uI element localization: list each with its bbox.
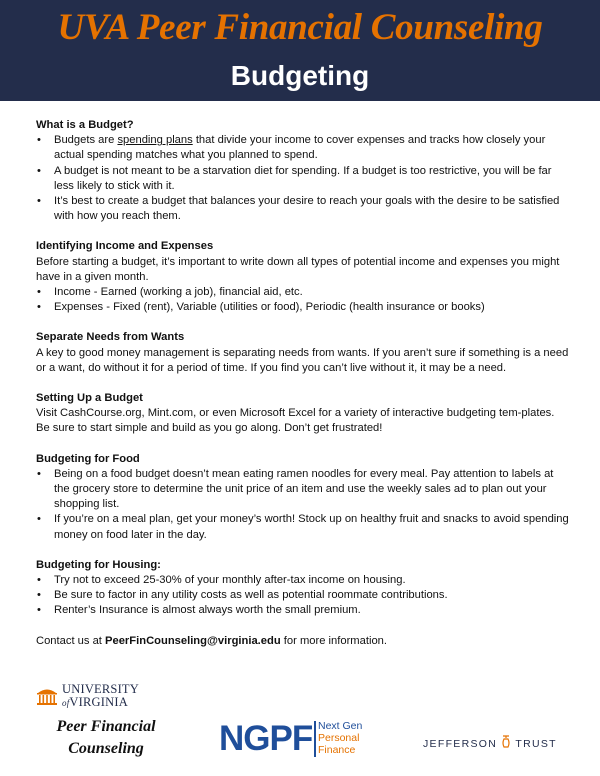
section-heading: Budgeting for Food bbox=[36, 452, 140, 465]
section-housing bbox=[36, 558, 570, 619]
bullet-text: Being on a food budget doesn’t mean eating ramen noodles for every meal. Pay attention to labels at the grocery store to determine the unit price of an item and use the weekly sales ad to plan out your shopping list. bbox=[54, 467, 554, 511]
header-banner bbox=[0, 0, 600, 101]
ngpf-logo bbox=[219, 719, 369, 759]
section-intro: A key to good money management is separating needs from wants. If you aren’t sure if something is a need or a want, do without it for a period of time. If you find you can’t live without it, it may be a need. bbox=[36, 346, 569, 374]
section-what-is-budget bbox=[36, 118, 570, 224]
list-item bbox=[36, 194, 570, 224]
uva-wordmark bbox=[62, 683, 139, 709]
vase-icon bbox=[501, 735, 511, 749]
jt-left: JEFFERSON bbox=[423, 738, 498, 750]
bullet-icon: • bbox=[37, 134, 41, 147]
jt-right: TRUST bbox=[515, 738, 557, 750]
contact-suffix: for more information. bbox=[280, 634, 387, 647]
jefferson-trust-wordmark bbox=[423, 735, 557, 751]
spending-plans-term: spending plans bbox=[117, 134, 193, 147]
section-heading: Setting Up a Budget bbox=[36, 392, 143, 405]
list-item bbox=[36, 588, 570, 603]
ngpf-line2: Personal bbox=[318, 732, 360, 744]
list-item bbox=[36, 603, 570, 618]
bullet-list bbox=[36, 573, 570, 619]
section-heading: What is a Budget? bbox=[36, 119, 134, 131]
uva-logo bbox=[36, 683, 146, 709]
bullet-text: Income - Earned (working a job), financial aid, etc. bbox=[54, 286, 303, 299]
section-food bbox=[36, 452, 570, 543]
ngpf-subtitle bbox=[318, 720, 362, 756]
list-item bbox=[36, 467, 570, 513]
org-title: UVA Peer Financial Counseling bbox=[57, 7, 543, 48]
bullet-icon: • bbox=[37, 513, 41, 526]
section-intro: Visit CashCourse.org, Mint.com, or even Microsoft Excel for a variety of interactive budgeting tem-plates. Be sure to start simple and build as you go along. Don’t get frustrated! bbox=[36, 407, 555, 435]
document-body bbox=[36, 118, 570, 649]
bullet-icon: • bbox=[37, 164, 41, 177]
bullet-icon: • bbox=[37, 604, 41, 617]
list-item bbox=[36, 512, 570, 542]
section-heading: Budgeting for Housing: bbox=[36, 558, 161, 571]
section-intro: Before starting a budget, it’s important to write down all types of potential income and expenses you might have in a given month. bbox=[36, 255, 560, 283]
ngpf-acronym: NGPF bbox=[219, 719, 313, 758]
bullet-text-pre: Budgets are bbox=[54, 134, 118, 147]
jefferson-trust-logo bbox=[423, 732, 568, 752]
bullet-list bbox=[36, 467, 570, 543]
list-item bbox=[36, 300, 570, 315]
contact-prefix: Contact us at bbox=[36, 634, 106, 647]
bullet-icon: • bbox=[37, 301, 41, 314]
uva-line1: UNIVERSITY bbox=[62, 682, 139, 696]
section-income-expenses bbox=[36, 239, 570, 315]
section-needs-wants bbox=[36, 330, 570, 376]
bullet-list bbox=[36, 285, 570, 315]
bullet-icon: • bbox=[37, 574, 41, 587]
bullet-text: Be sure to factor in any utility costs as well as potential roommate contributions. bbox=[54, 589, 448, 602]
bullet-text: Renter’s Insurance is almost always worth the small premium. bbox=[54, 604, 361, 617]
rotunda-icon bbox=[36, 685, 58, 705]
ngpf-line3: Finance bbox=[318, 744, 356, 756]
list-item bbox=[36, 133, 570, 163]
pfc-line1: Peer Financial bbox=[56, 718, 156, 735]
bullet-icon: • bbox=[37, 589, 41, 602]
pfc-line2: Counseling bbox=[68, 740, 144, 757]
bullet-list bbox=[36, 133, 570, 224]
contact-email[interactable]: PeerFinCounseling@virginia.edu bbox=[105, 634, 281, 647]
pfc-wordmark bbox=[36, 716, 176, 760]
list-item bbox=[36, 285, 570, 300]
bullet-icon: • bbox=[37, 195, 41, 208]
ngpf-line1: Next Gen bbox=[318, 720, 363, 732]
contact-line bbox=[36, 634, 570, 649]
section-setting-up bbox=[36, 391, 570, 437]
bullet-text: Try not to exceed 25-30% of your monthly after-tax income on housing. bbox=[54, 574, 406, 587]
bullet-text: Expenses - Fixed (rent), Variable (utilities or food), Periodic (health insurance or books) bbox=[54, 301, 485, 314]
list-item bbox=[36, 164, 570, 194]
uva-line2: VIRGINIA bbox=[69, 695, 128, 709]
section-heading: Identifying Income and Expenses bbox=[36, 240, 214, 253]
bullet-text: A budget is not meant to be a starvation diet for spending. If a budget is too restrictive, you will be far less likely to stick with it. bbox=[54, 164, 552, 192]
ngpf-divider bbox=[314, 721, 316, 757]
bullet-icon: • bbox=[37, 286, 41, 299]
bullet-text: If you’re on a meal plan, get your money’s worth! Stock up on healthy fruit and snacks to avoid spending money on food later in the day. bbox=[54, 513, 569, 541]
bullet-icon: • bbox=[37, 467, 41, 480]
page-title: Budgeting bbox=[230, 60, 370, 91]
list-item bbox=[36, 573, 570, 588]
section-heading: Separate Needs from Wants bbox=[36, 331, 185, 344]
uva-of: of bbox=[62, 698, 70, 708]
bullet-text: It’s best to create a budget that balances your desire to reach your goals with the desire to be satisfied with how you reach them. bbox=[54, 195, 560, 223]
bullet-text-post: that divide your income to cover expenses and tracks how closely your actual spending matches what you planned to spend. bbox=[54, 134, 546, 162]
